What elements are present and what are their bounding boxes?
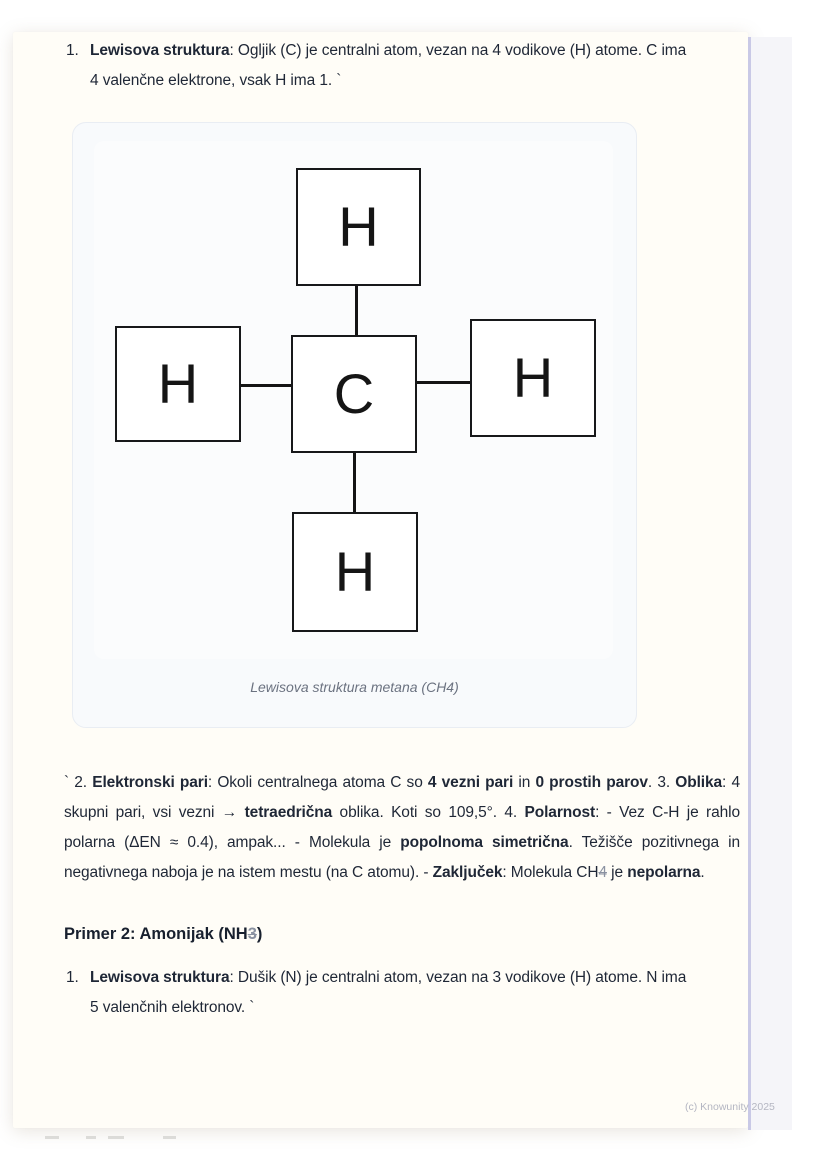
- list-marker: 1.: [66, 42, 79, 59]
- document-page: [13, 32, 748, 1128]
- list-item-lewis-ch4: [66, 36, 691, 96]
- next-page-edge-scroll-strip[interactable]: [748, 37, 792, 1130]
- bond-line-top: [355, 286, 358, 335]
- next-page-text-mark: [163, 1136, 176, 1139]
- lewis-structure-image: [94, 141, 613, 659]
- list-marker: 1.: [66, 969, 79, 986]
- atom-box-h-top: H: [296, 168, 421, 286]
- atom-box-h-left: H: [115, 326, 241, 442]
- figure-card: [72, 122, 637, 728]
- bond-line-left: [241, 384, 291, 387]
- bond-line-right: [417, 381, 470, 384]
- list-item-lewis-nh3: [66, 963, 691, 1023]
- next-page-text-mark: [108, 1136, 124, 1139]
- next-page-text-mark: [86, 1136, 96, 1139]
- paragraph-electron-pairs: ` 2. Elektronski pari: Okoli centralnega atoma C so 4 vezni pari in 0 prostih parov. 3. Oblika: 4 skupni pari, vsi vezni → tetraedrična oblika. Koti so 109,5°. 4. Polarnost: - Vez C-H je rahlo polarna (ΔEN ≈ 0.4), ampak... - Molekula je popolnoma simetrična. Težišče pozitivnega in negativnega naboja je na istem mestu (na C atomu). - Zaključek: Molekula CH4 je nepolarna.: [64, 774, 740, 881]
- list-item-text: Lewisova struktura: Dušik (N) je centralni atom, vezan na 3 vodikove (H) atome. N ima 5 valenčnih elektronov. `: [90, 969, 687, 1016]
- list-item-text: Lewisova struktura: Ogljik (C) je centralni atom, vezan na 4 vodikove (H) atome. C ima 4 valenčne elektrone, vsak H ima 1. `: [90, 42, 687, 89]
- heading-primer-2-amonijak: Primer 2: Amonijak (NH3): [64, 925, 263, 943]
- atom-box-h-right: H: [470, 319, 596, 437]
- bond-line-bottom: [353, 453, 356, 512]
- next-page-text-mark: [45, 1136, 59, 1139]
- atom-box-h-bottom: H: [292, 512, 418, 632]
- copyright-label: (c) Knowunity 2025: [685, 1101, 775, 1113]
- figure-caption: Lewisova struktura metana (CH4): [250, 679, 459, 695]
- atom-box-c-center: C: [291, 335, 417, 453]
